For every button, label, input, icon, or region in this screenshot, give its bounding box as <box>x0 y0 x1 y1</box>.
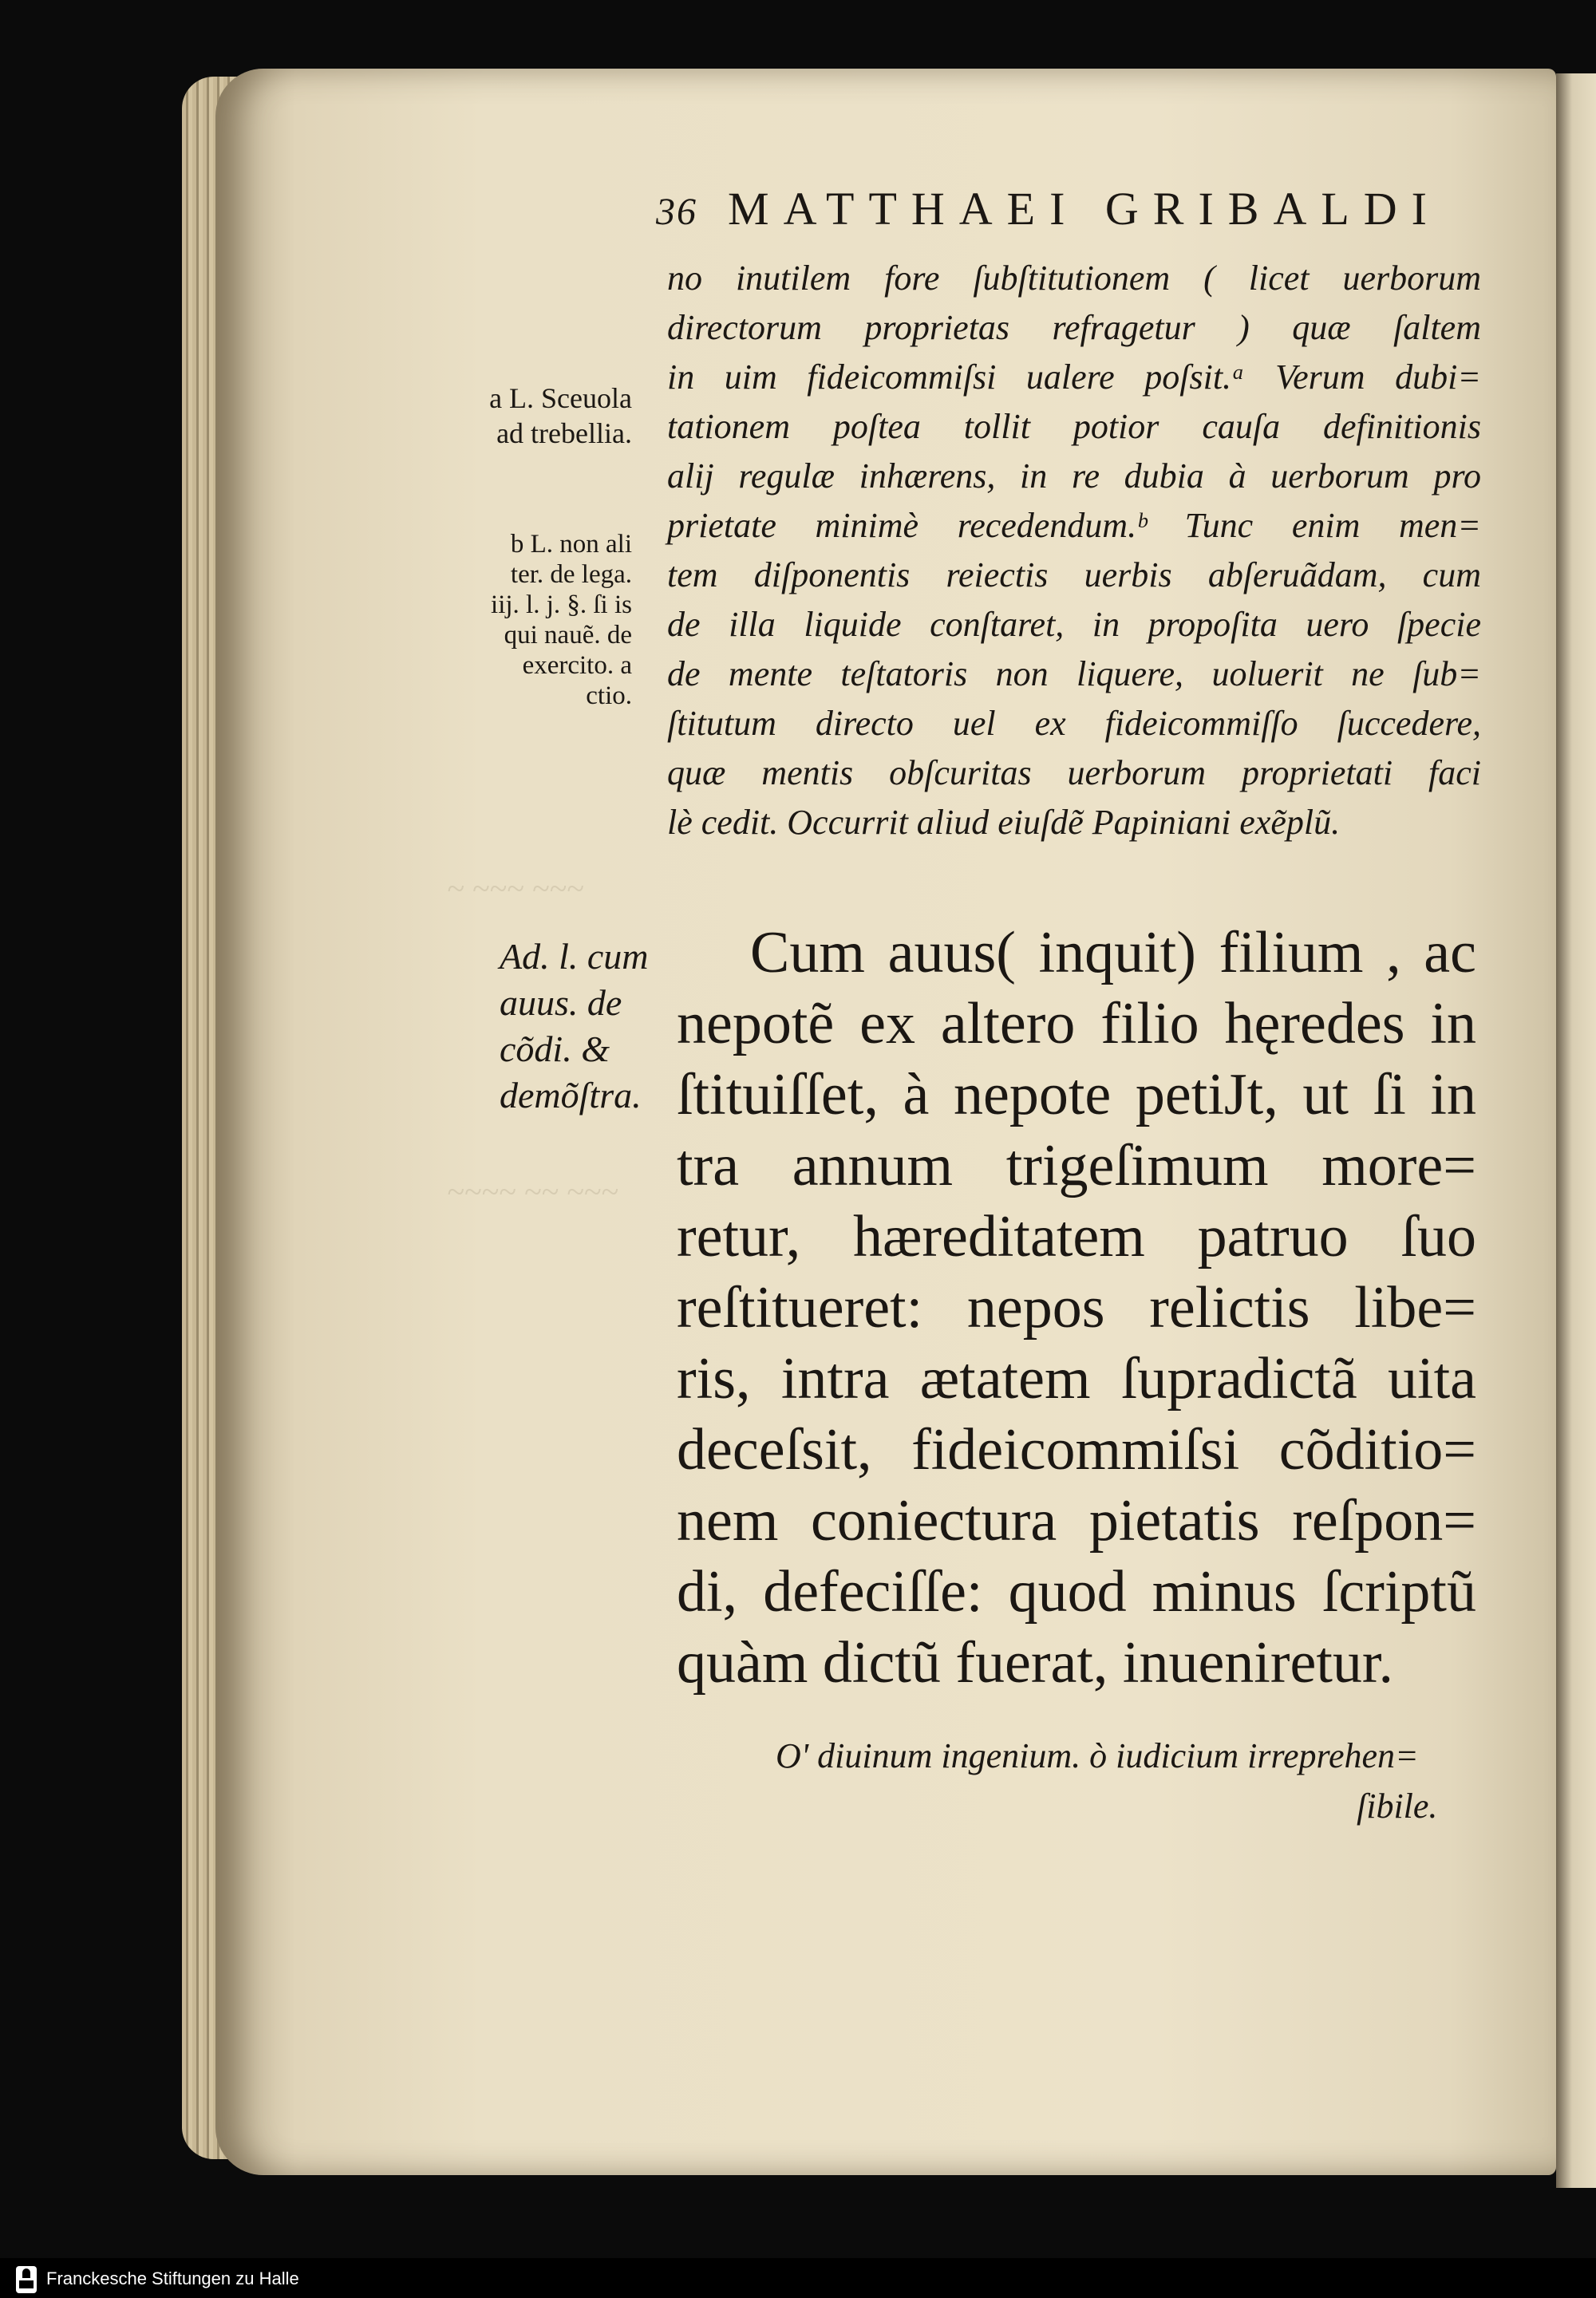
text-line: de mente teſtatoris non liquere, uoluerit ne ſub= <box>667 654 1481 693</box>
running-title: MATTHAEI GRIBALDI <box>728 183 1441 235</box>
margin-note-b <box>440 529 632 711</box>
show-through-text: ~~~~ ~~ ~~~ <box>447 1174 618 1210</box>
text-line: directorum proprietas refragetur ) quæ ſaltem <box>667 308 1481 347</box>
text-line: ſtitutum directo uel ex fideicommiſſo ſuccedere, <box>667 704 1481 743</box>
note-line: ad trebellia. <box>496 417 632 449</box>
text-line: in uim fideicommiſsi ualere poſsit.ᵃ Verum dubi= <box>667 357 1481 397</box>
text-line: tem diſponentis reiectis uerbis abſeruãdam, cum <box>667 555 1481 594</box>
text-line: prietate minimè recedendum.ᵇ Tunc enim men= <box>667 506 1481 545</box>
note-line: ter. de lega. <box>510 560 632 589</box>
text-line: lè cedit. Occurrit aliud eiuſdẽ Papiniani exẽplũ. <box>667 803 1341 842</box>
italic-text-block <box>667 254 1481 847</box>
text-line: alij regulæ inhærens, in re dubia à uerborum pro <box>667 456 1481 496</box>
quotation-block <box>677 918 1476 1699</box>
text-line: quàm dictũ fuerat, inueniretur. <box>677 1630 1393 1696</box>
text-line: deceſsit, fideicommiſsi cõditio= <box>677 1417 1476 1483</box>
closing-line: ſibile. <box>1357 1787 1438 1826</box>
note-line: exercito. a <box>522 651 632 680</box>
margin-note-a <box>440 381 632 451</box>
text-line: reſtitueret: nepos relictis libe= <box>677 1275 1476 1340</box>
closing-line: O' diuinum ingenium. ò iudicium irreprehen= <box>776 1736 1419 1775</box>
text-line: quæ mentis obſcuritas uerborum proprietati faci <box>667 753 1481 792</box>
note-line: Ad. l. cum <box>500 936 649 977</box>
text-line: tationem poſtea tollit potior cauſa definitionis <box>667 407 1481 446</box>
show-through-text: ~ ~~~ ~~~ <box>447 871 584 906</box>
running-header <box>656 182 1441 235</box>
note-line: qui nauẽ. de <box>504 621 632 650</box>
note-line: ctio. <box>586 681 632 710</box>
note-line: cõdi. & <box>500 1029 610 1069</box>
page-number: 36 <box>656 191 697 233</box>
text-line: retur, hæreditatem patruo ſuo <box>677 1204 1476 1269</box>
text-line: no inutilem fore ſubſtitutionem ( licet uerborum <box>667 259 1481 298</box>
note-line: b L. non ali <box>510 530 632 559</box>
note-line: auus. de <box>500 982 622 1023</box>
text-line: tra annum trigeſimum more= <box>677 1133 1476 1198</box>
text-line: nem coniectura pietatis reſpon= <box>677 1488 1476 1554</box>
text-line: ris, intra ætatem ſupradictã uita <box>677 1346 1476 1412</box>
library-logo-icon <box>16 2266 37 2293</box>
text-line: ſtituiſſet, à nepote petiJt, ut ſi in <box>677 1062 1476 1127</box>
facing-page-edge <box>1556 73 1596 2188</box>
note-line: iij. l. j. §. ſi is <box>491 590 632 619</box>
text-line: Cum auus( inquit) filium , ac <box>750 920 1476 985</box>
footer-credit: Franckesche Stiftungen zu Halle <box>46 2268 299 2288</box>
text-line: nepotẽ ex altero filio hęredes in <box>677 991 1476 1056</box>
text-line: de illa liquide conſtaret, in propoſita uero ſpecie <box>667 605 1481 644</box>
note-line: a L. Sceuola <box>489 382 632 414</box>
text-line: di, defeciſſe: quod minus ſcriptũ <box>677 1559 1476 1625</box>
note-line: demõſtra. <box>500 1075 642 1115</box>
margin-note-c <box>500 934 671 1119</box>
